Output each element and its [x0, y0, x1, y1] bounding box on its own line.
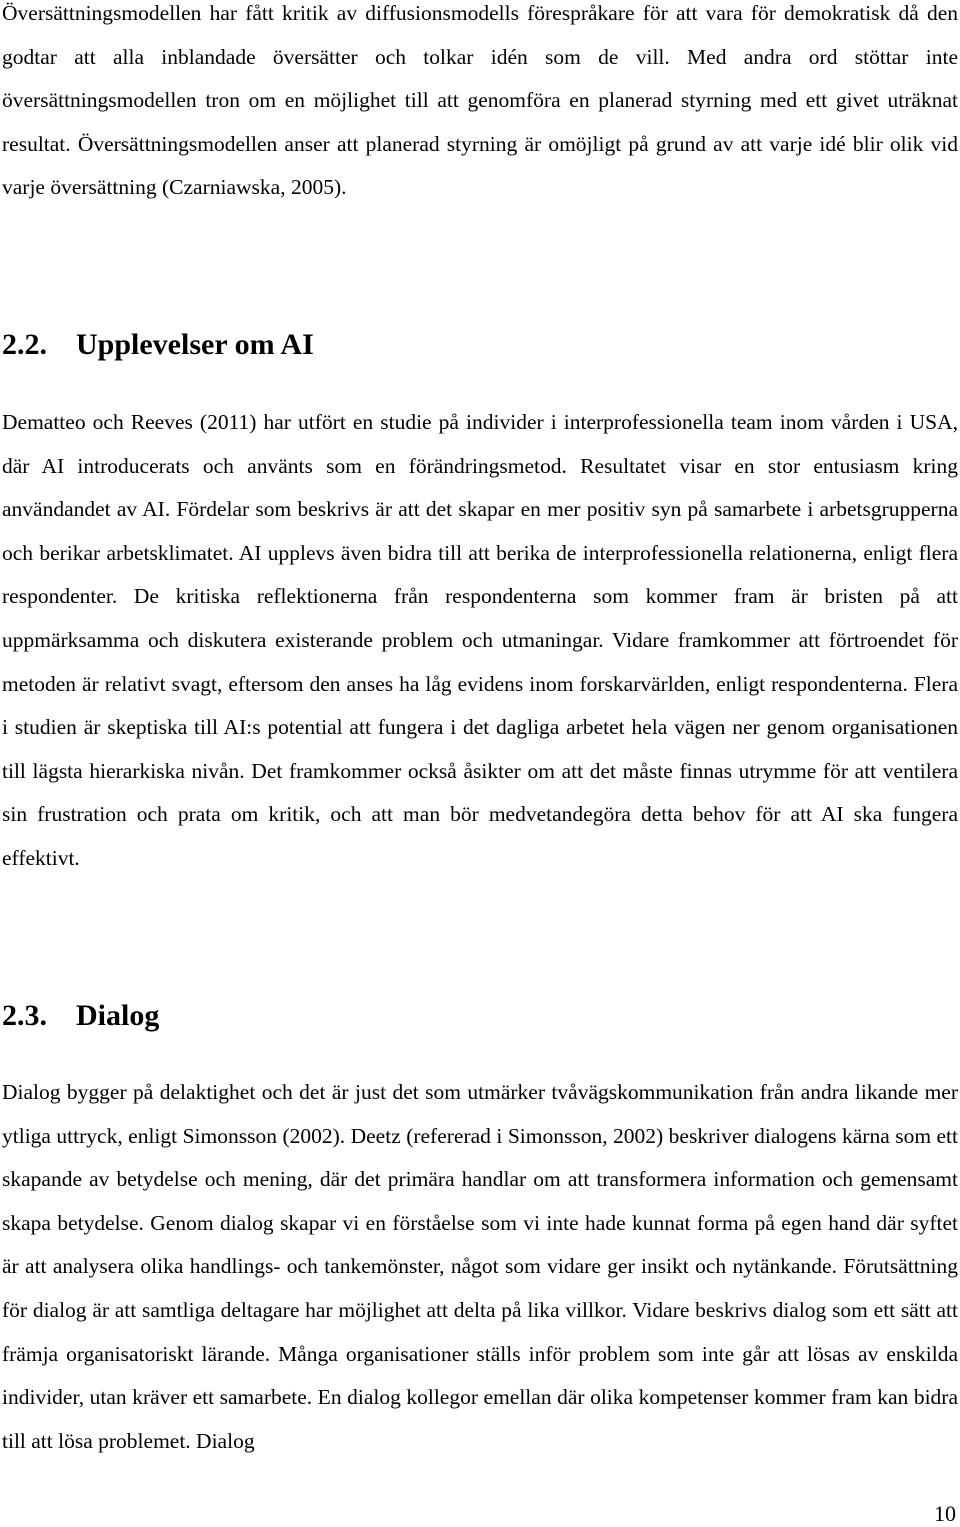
page-number: 10: [934, 1501, 956, 1526]
section-title: Upplevelser om AI: [76, 328, 314, 361]
body-paragraph-dialog: Dialog bygger på delaktighet och det är just det som utmärker tvåvägskommunikation från andra likande mer ytliga uttryck, enligt Simonsson (2002). Deetz (refererad i Simonsson, 2002) beskriver dialogens kärna som ett skapande av betydelse och mening, där det primära handlar om att transformera information och gemensamt skapa betydelse. Genom dialog skapar vi en förståelse som vi inte hade kunnat forma på egen hand där syftet är att analysera olika handlings- och tankemönster, något som vidare ger insikt och nytänkande. Förutsättning för dialog är att samtliga deltagare har möjlighet att delta på lika villkor. Vidare beskrivs dialog som ett sätt att främja organisatoriskt lärande. Många organisationer ställs inför problem som inte går att lösas av enskilda individer, utan kräver ett samarbete. En dialog kollegor emellan där olika kompetenser kommer fram kan bidra till att lösa problemet. Dialog: [2, 1080, 958, 1453]
section-number: 2.2.: [2, 328, 47, 361]
body-paragraph-intro: Översättningsmodellen har fått kritik av diffusionsmodells förespråkare för att vara för demokratisk då den godtar att alla inblandade översätter och tolkar idén som de vill. Med andra ord stöttar inte översättningsmodellen tron om en möjlighet till att genomföra en planerad styrning med ett givet uträknat resultat. Översättningsmodellen anser att planerad styrning är omöjligt på grund av att varje idé blir olik vid varje översättning (Czarniawska, 2005).: [2, 1, 958, 200]
section-heading-2-3: [2, 998, 159, 1034]
section-title: Dialog: [76, 999, 160, 1032]
section-heading-2-2: [2, 327, 314, 363]
body-paragraph-upplevelser: Dematteo och Reeves (2011) har utfört en studie på individer i interprofessionella team inom vården i USA, där AI introducerats och använts som en förändringsmetod. Resultatet visar en stor entusiasm kring användandet av AI. Fördelar som beskrivs är att det skapar en mer positiv syn på samarbete i arbetsgrupperna och berikar arbetsklimatet. AI upplevs även bidra till att berika de interprofessionella relationerna, enligt flera respondenter. De kritiska reflektionerna från respondenterna som kommer fram är bristen på att uppmärksamma och diskutera existerande problem och utmaningar. Vidare framkommer att förtroendet för metoden är relativt svagt, eftersom den anses ha låg evidens inom forskarvärlden, enligt respondenterna. Flera i studien är skeptiska till AI:s potential att fungera i det dagliga arbetet hela vägen ner genom organisationen till lägsta hierarkiska nivån. Det framkommer också åsikter om att det måste finnas utrymme för att ventilera sin frustration och prata om kritik, och att man bör medvetandegöra detta behov för att AI ska fungera effektivt.: [2, 410, 958, 870]
section-number: 2.3.: [2, 999, 47, 1032]
